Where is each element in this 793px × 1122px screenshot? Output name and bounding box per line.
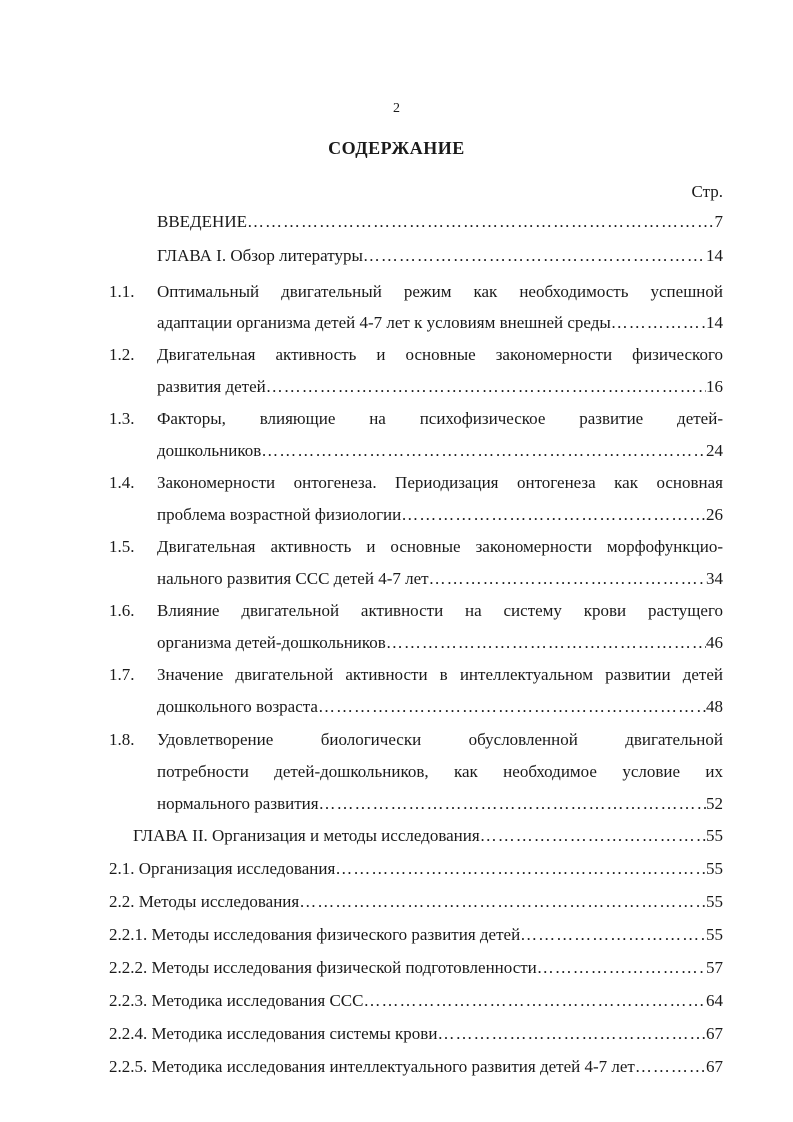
toc-entry-2-2-3 [109, 990, 723, 1012]
toc-entry-page: 55 [706, 892, 723, 911]
toc-entry-text-line: Факторы, влияющие на психофизическое развитие детей- [157, 409, 723, 428]
toc-entry-number: 1.1. [109, 282, 135, 301]
toc-entry-text-line: Оптимальный двигательный режим как необходимость успешной [157, 282, 723, 301]
toc-entry-text: 2.2.5. Методика исследования интеллектуального развития детей 4-7 лет [109, 1057, 635, 1076]
toc-entry-text-line: Удовлетворение биологически обусловленной двигательной [157, 730, 723, 749]
toc-entry-text: дошкольного возраста [157, 697, 318, 716]
dot-leader [437, 1023, 706, 1045]
page-number: 2 [393, 101, 400, 116]
toc-entry-page: 55 [706, 826, 723, 845]
toc-entry-text: 2.2. Методы исследования [109, 892, 300, 911]
dot-leader [363, 990, 706, 1012]
dot-leader [335, 858, 706, 880]
toc-entry-text: 2.2.4. Методика исследования системы крови [109, 1024, 438, 1043]
toc-entry-1-4 [157, 504, 723, 526]
dot-leader [363, 245, 706, 267]
dot-leader [318, 696, 706, 718]
toc-entry-text: ВВЕДЕНИЕ [157, 212, 247, 231]
dot-leader [401, 504, 706, 526]
toc-entry-text: нормального развития [157, 794, 319, 813]
toc-entry-text: проблема возрастной физиологии [157, 505, 402, 524]
toc-entry-2-2-1 [109, 924, 723, 946]
dot-leader [319, 793, 706, 815]
toc-entry-1-6 [157, 632, 723, 654]
toc-entry-page: 34 [706, 569, 723, 588]
toc-entry-text: ГЛАВА II. Организация и методы исследования [133, 826, 480, 845]
toc-entry-page: 67 [706, 1024, 723, 1043]
toc-entry-text: 2.2.2. Методы исследования физической подготовленности [109, 958, 537, 977]
toc-entry-page: 7 [714, 212, 723, 231]
dot-leader [266, 376, 706, 398]
dot-leader [520, 924, 706, 946]
page-title: СОДЕРЖАНИЕ [328, 138, 465, 158]
toc-entry-chapter-2 [133, 825, 723, 847]
toc-entry-chapter-1 [157, 245, 723, 267]
toc-entry-text-line: Двигательная активность и основные закономерности морфофункцио- [157, 537, 723, 556]
toc-entry-number: 1.6. [109, 601, 135, 620]
toc-entry-page: 52 [706, 794, 723, 813]
toc-entry-text-line: потребности детей-дошкольников, как необходимое условие их [157, 762, 723, 781]
toc-entry-page: 14 [706, 313, 723, 332]
toc-entry-text-line: Значение двигательной активности в интеллектуальном развитии детей [157, 665, 723, 684]
toc-entry-page: 67 [706, 1057, 723, 1076]
toc-entry-page: 57 [706, 958, 723, 977]
toc-entry-text: развития детей [157, 377, 266, 396]
toc-entry-number: 1.2. [109, 345, 135, 364]
toc-entry-1-7 [157, 696, 723, 718]
toc-entry-page: 55 [706, 859, 723, 878]
toc-entry-number: 1.4. [109, 473, 135, 492]
toc-entry-text-line: Закономерности онтогенеза. Периодизация онтогенеза как основная [157, 473, 723, 492]
dot-leader [537, 957, 706, 979]
dot-leader [386, 632, 706, 654]
dot-leader [299, 891, 706, 913]
toc-entry-2-2 [109, 891, 723, 913]
toc-entry-text: ГЛАВА I. Обзор литературы [157, 246, 363, 265]
dot-leader [429, 568, 706, 590]
toc-entry-page: 46 [706, 633, 723, 652]
toc-entry-text: дошкольников [157, 441, 262, 460]
dot-leader [611, 312, 706, 334]
toc-entry-number: 1.8. [109, 730, 135, 749]
toc-entry-text: 2.1. Организация исследования [109, 859, 336, 878]
toc-entry-1-5 [157, 568, 723, 590]
dot-leader [247, 211, 715, 233]
dot-leader [261, 440, 706, 462]
toc-entry-text: 2.2.1. Методы исследования физического развития детей [109, 925, 521, 944]
toc-entry-page: 55 [706, 925, 723, 944]
toc-entry-text: адаптации организма детей 4-7 лет к условиям внешней среды [157, 313, 611, 332]
toc-entry-page: 26 [706, 505, 723, 524]
toc-entry-page: 48 [706, 697, 723, 716]
toc-entry-page: 64 [706, 991, 723, 1010]
toc-entry-1-2 [157, 376, 723, 398]
toc-entry-2-2-5 [109, 1056, 723, 1078]
toc-entry-introduction [157, 211, 723, 233]
toc-entry-1-8 [157, 793, 723, 815]
toc-entry-page: 24 [706, 441, 723, 460]
dot-leader [635, 1056, 706, 1078]
toc-entry-1-1 [157, 312, 723, 334]
dot-leader [480, 825, 706, 847]
toc-entry-number: 1.3. [109, 409, 135, 428]
page-column-label: Стр. [691, 182, 723, 201]
toc-entry-text: 2.2.3. Методика исследования ССС [109, 991, 364, 1010]
toc-entry-text: нального развития ССС детей 4-7 лет [157, 569, 429, 588]
toc-entry-page: 14 [706, 246, 723, 265]
toc-entry-text: организма детей-дошкольников [157, 633, 386, 652]
toc-entry-number: 1.7. [109, 665, 135, 684]
toc-entry-text-line: Влияние двигательной активности на систему крови растущего [157, 601, 723, 620]
toc-entry-2-1 [109, 858, 723, 880]
toc-entry-page: 16 [706, 377, 723, 396]
toc-entry-number: 1.5. [109, 537, 135, 556]
toc-entry-text-line: Двигательная активность и основные закономерности физического [157, 345, 723, 364]
toc-entry-2-2-4 [109, 1023, 723, 1045]
toc-entry-1-3 [157, 440, 723, 462]
toc-entry-2-2-2 [109, 957, 723, 979]
